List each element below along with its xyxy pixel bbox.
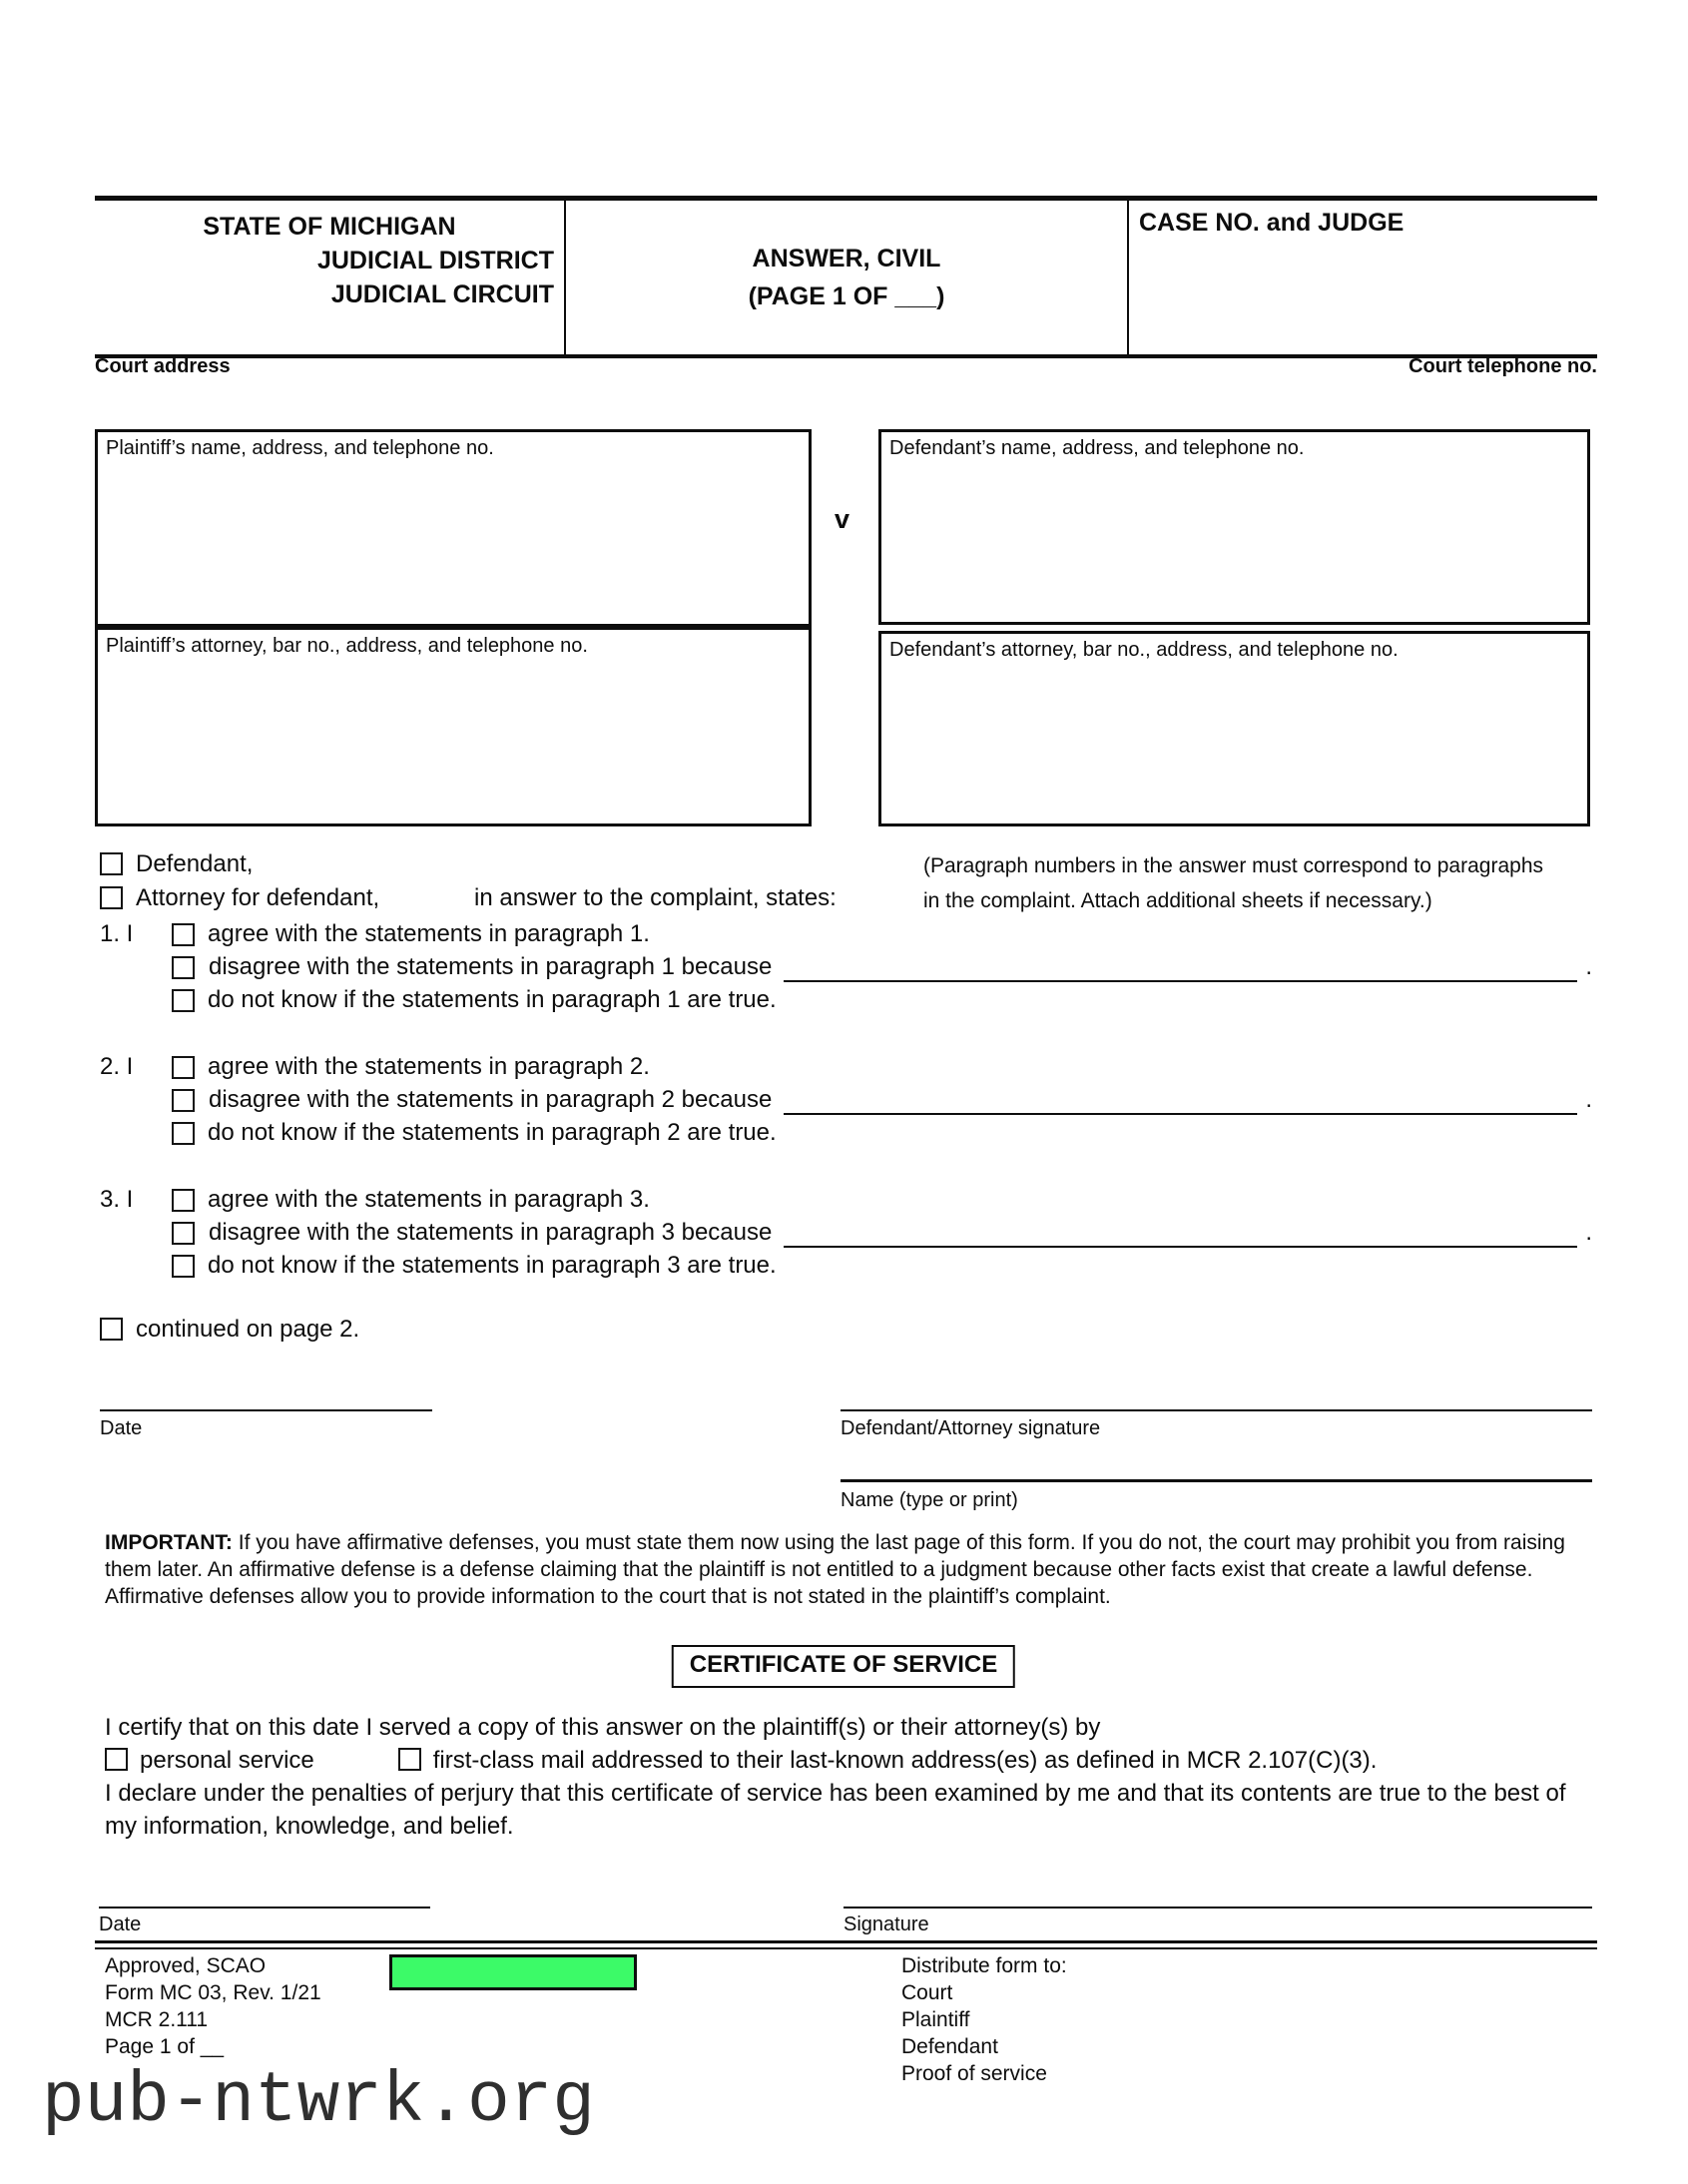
item3-agree-row (100, 1186, 1592, 1219)
item1-unknown-row (100, 986, 1592, 1019)
plaintiff-attorney-box[interactable] (95, 627, 812, 826)
form-page-count: (PAGE 1 OF ___) (748, 282, 945, 310)
continued-row (100, 1316, 599, 1350)
defendant-signature-line[interactable] (841, 1409, 1592, 1411)
watermark-text: pub-ntwrk.org (42, 2062, 595, 2142)
footer-form-info (105, 1952, 321, 2060)
item3-period: . (1585, 1219, 1592, 1246)
mcr-rule-text: MCR 2.111 (105, 2008, 209, 2031)
item2-unknown-label: do not know if the statements in paragraph 2 are true. (208, 1119, 777, 1146)
item1-unknown-checkbox[interactable] (172, 989, 195, 1012)
distribute-defendant: Defendant (901, 2035, 998, 2058)
certificate-date-line[interactable] (99, 1907, 430, 1909)
case-number-cell[interactable] (1129, 201, 1597, 354)
first-class-mail-checkbox[interactable] (398, 1748, 421, 1771)
declare-text: I declare under the penalties of perjury that this certificate of service has been examined by me and that its contents are true to the best of my information, knowledge, and belief. (105, 1780, 1566, 1840)
date-line[interactable] (100, 1409, 432, 1411)
form-title: ANSWER, CIVIL (752, 245, 941, 273)
item3-disagree-checkbox[interactable] (172, 1222, 195, 1245)
item3-unknown-row (100, 1252, 1592, 1285)
first-class-mail-label: first-class mail addressed to their last-known address(es) as defined in MCR 2.107(C)(3). (432, 1747, 1378, 1774)
filer-attorney-label: Attorney for defendant, (136, 884, 380, 911)
filer-attorney-checkbox[interactable] (100, 886, 123, 909)
service-method-row (105, 1744, 1592, 1777)
judicial-circuit-heading: JUDICIAL CIRCUIT (330, 280, 554, 308)
paragraph-note-line1: (Paragraph numbers in the answer must correspond to paragraphs (923, 854, 1543, 877)
item3-disagree-label: disagree with the statements in paragraph 3 because (209, 1219, 773, 1246)
item3-because-blank[interactable] (784, 1219, 1577, 1248)
answer-item-1 (100, 920, 1592, 1019)
item2-disagree-label: disagree with the statements in paragraph 2 because (209, 1086, 773, 1113)
item1-period: . (1585, 953, 1592, 980)
page-number-text: Page 1 of __ (105, 2035, 225, 2058)
form-title-cell (564, 201, 1129, 354)
defendant-name-label: Defendant’s name, address, and telephone no. (889, 437, 1305, 459)
item2-number: 2. I (100, 1053, 134, 1080)
case-number-label: CASE NO. and JUDGE (1139, 209, 1405, 237)
important-notice (105, 1529, 1590, 1610)
highlight-box (389, 1954, 637, 1990)
item1-disagree-checkbox[interactable] (172, 956, 195, 979)
court-address-label: Court address (95, 355, 231, 377)
item2-agree-row (100, 1053, 1592, 1086)
item2-disagree-row (100, 1086, 1592, 1119)
item2-agree-label: agree with the statements in paragraph 2. (208, 1053, 650, 1080)
paragraph-note-line2: in the complaint. Attach additional sheets if necessary.) (923, 889, 1432, 912)
form-number-text: Form MC 03, Rev. 1/21 (105, 1981, 321, 2004)
item1-agree-row (100, 920, 1592, 953)
item2-disagree-checkbox[interactable] (172, 1089, 195, 1112)
defendant-signature-label: Defendant/Attorney signature (841, 1417, 1101, 1439)
distribute-proof: Proof of service (901, 2062, 1047, 2085)
item1-number: 1. I (100, 920, 134, 947)
answer-item-3 (100, 1186, 1592, 1285)
defendant-attorney-label: Defendant’s attorney, bar no., address, and telephone no. (889, 639, 1399, 661)
plaintiff-attorney-label: Plaintiff’s attorney, bar no., address, and telephone no. (106, 635, 588, 657)
important-label: IMPORTANT: (105, 1531, 233, 1554)
defendant-attorney-box[interactable] (878, 631, 1590, 826)
form-header (95, 196, 1597, 358)
date-label: Date (100, 1417, 143, 1439)
versus-label: v (835, 504, 850, 534)
certificate-body (105, 1711, 1592, 1843)
item1-unknown-label: do not know if the statements in paragraph 1 are true. (208, 986, 777, 1013)
certify-text: I certify that on this date I served a copy of this answer on the plaintiff(s) or their attorney(s) by (105, 1714, 1101, 1741)
footer-distribution (901, 1952, 1067, 2087)
distribute-label: Distribute form to: (901, 1954, 1067, 1977)
plaintiff-name-label: Plaintiff’s name, address, and telephone no. (106, 437, 494, 459)
certificate-date-label: Date (99, 1913, 142, 1935)
item2-because-blank[interactable] (784, 1086, 1577, 1115)
court-header-cell (95, 201, 564, 354)
item2-unknown-row (100, 1119, 1592, 1152)
item3-unknown-checkbox[interactable] (172, 1255, 195, 1278)
item1-disagree-label: disagree with the statements in paragraph 1 because (209, 953, 773, 980)
defendant-name-box[interactable] (878, 429, 1590, 625)
item2-unknown-checkbox[interactable] (172, 1122, 195, 1145)
item3-disagree-row (100, 1219, 1592, 1252)
court-telephone-label: Court telephone no. (1408, 355, 1597, 377)
answer-intro-text: in answer to the complaint, states: (474, 884, 837, 911)
filer-defendant-label: Defendant, (136, 850, 254, 877)
filer-attorney-row (100, 884, 898, 918)
continued-checkbox[interactable] (100, 1318, 123, 1341)
name-line[interactable] (841, 1479, 1592, 1482)
item3-agree-checkbox[interactable] (172, 1189, 195, 1212)
plaintiff-name-box[interactable] (95, 429, 812, 627)
footer-divider (95, 1940, 1597, 1949)
important-text: If you have affirmative defenses, you must state them now using the last page of this form. If you do not, the court may prohibit you from raising them later. An affirmative defense is a defense claiming that the plaintiff is not entitled to a judgment because other facts exist that create a lawful defense. Affirmative defenses allow you to provide information to the court that is not stated in the plaintiff’s complaint. (105, 1531, 1565, 1608)
certificate-signature-label: Signature (844, 1913, 929, 1935)
item1-agree-label: agree with the statements in paragraph 1. (208, 920, 650, 947)
court-address-row (95, 355, 1597, 378)
personal-service-label: personal service (140, 1747, 314, 1774)
filer-defendant-checkbox[interactable] (100, 852, 123, 875)
certificate-signature-line[interactable] (844, 1907, 1592, 1909)
item3-number: 3. I (100, 1186, 134, 1213)
approved-scao-text: Approved, SCAO (105, 1954, 267, 1977)
distribute-court: Court (901, 1981, 953, 2004)
continued-label: continued on page 2. (136, 1316, 360, 1343)
distribute-plaintiff: Plaintiff (901, 2008, 970, 2031)
personal-service-checkbox[interactable] (105, 1748, 128, 1771)
judicial-district-heading: JUDICIAL DISTRICT (316, 247, 554, 274)
item1-because-blank[interactable] (784, 953, 1577, 982)
name-label: Name (type or print) (841, 1489, 1018, 1511)
answer-item-2 (100, 1053, 1592, 1152)
state-heading: STATE OF MICHIGAN (203, 213, 456, 241)
item3-agree-label: agree with the statements in paragraph 3. (208, 1186, 650, 1213)
filer-defendant-row (100, 850, 898, 884)
item1-agree-checkbox[interactable] (172, 923, 195, 946)
item2-agree-checkbox[interactable] (172, 1056, 195, 1079)
item1-disagree-row (100, 953, 1592, 986)
item3-unknown-label: do not know if the statements in paragraph 3 are true. (208, 1252, 777, 1279)
item2-period: . (1585, 1086, 1592, 1113)
certificate-title: CERTIFICATE OF SERVICE (672, 1645, 1015, 1688)
